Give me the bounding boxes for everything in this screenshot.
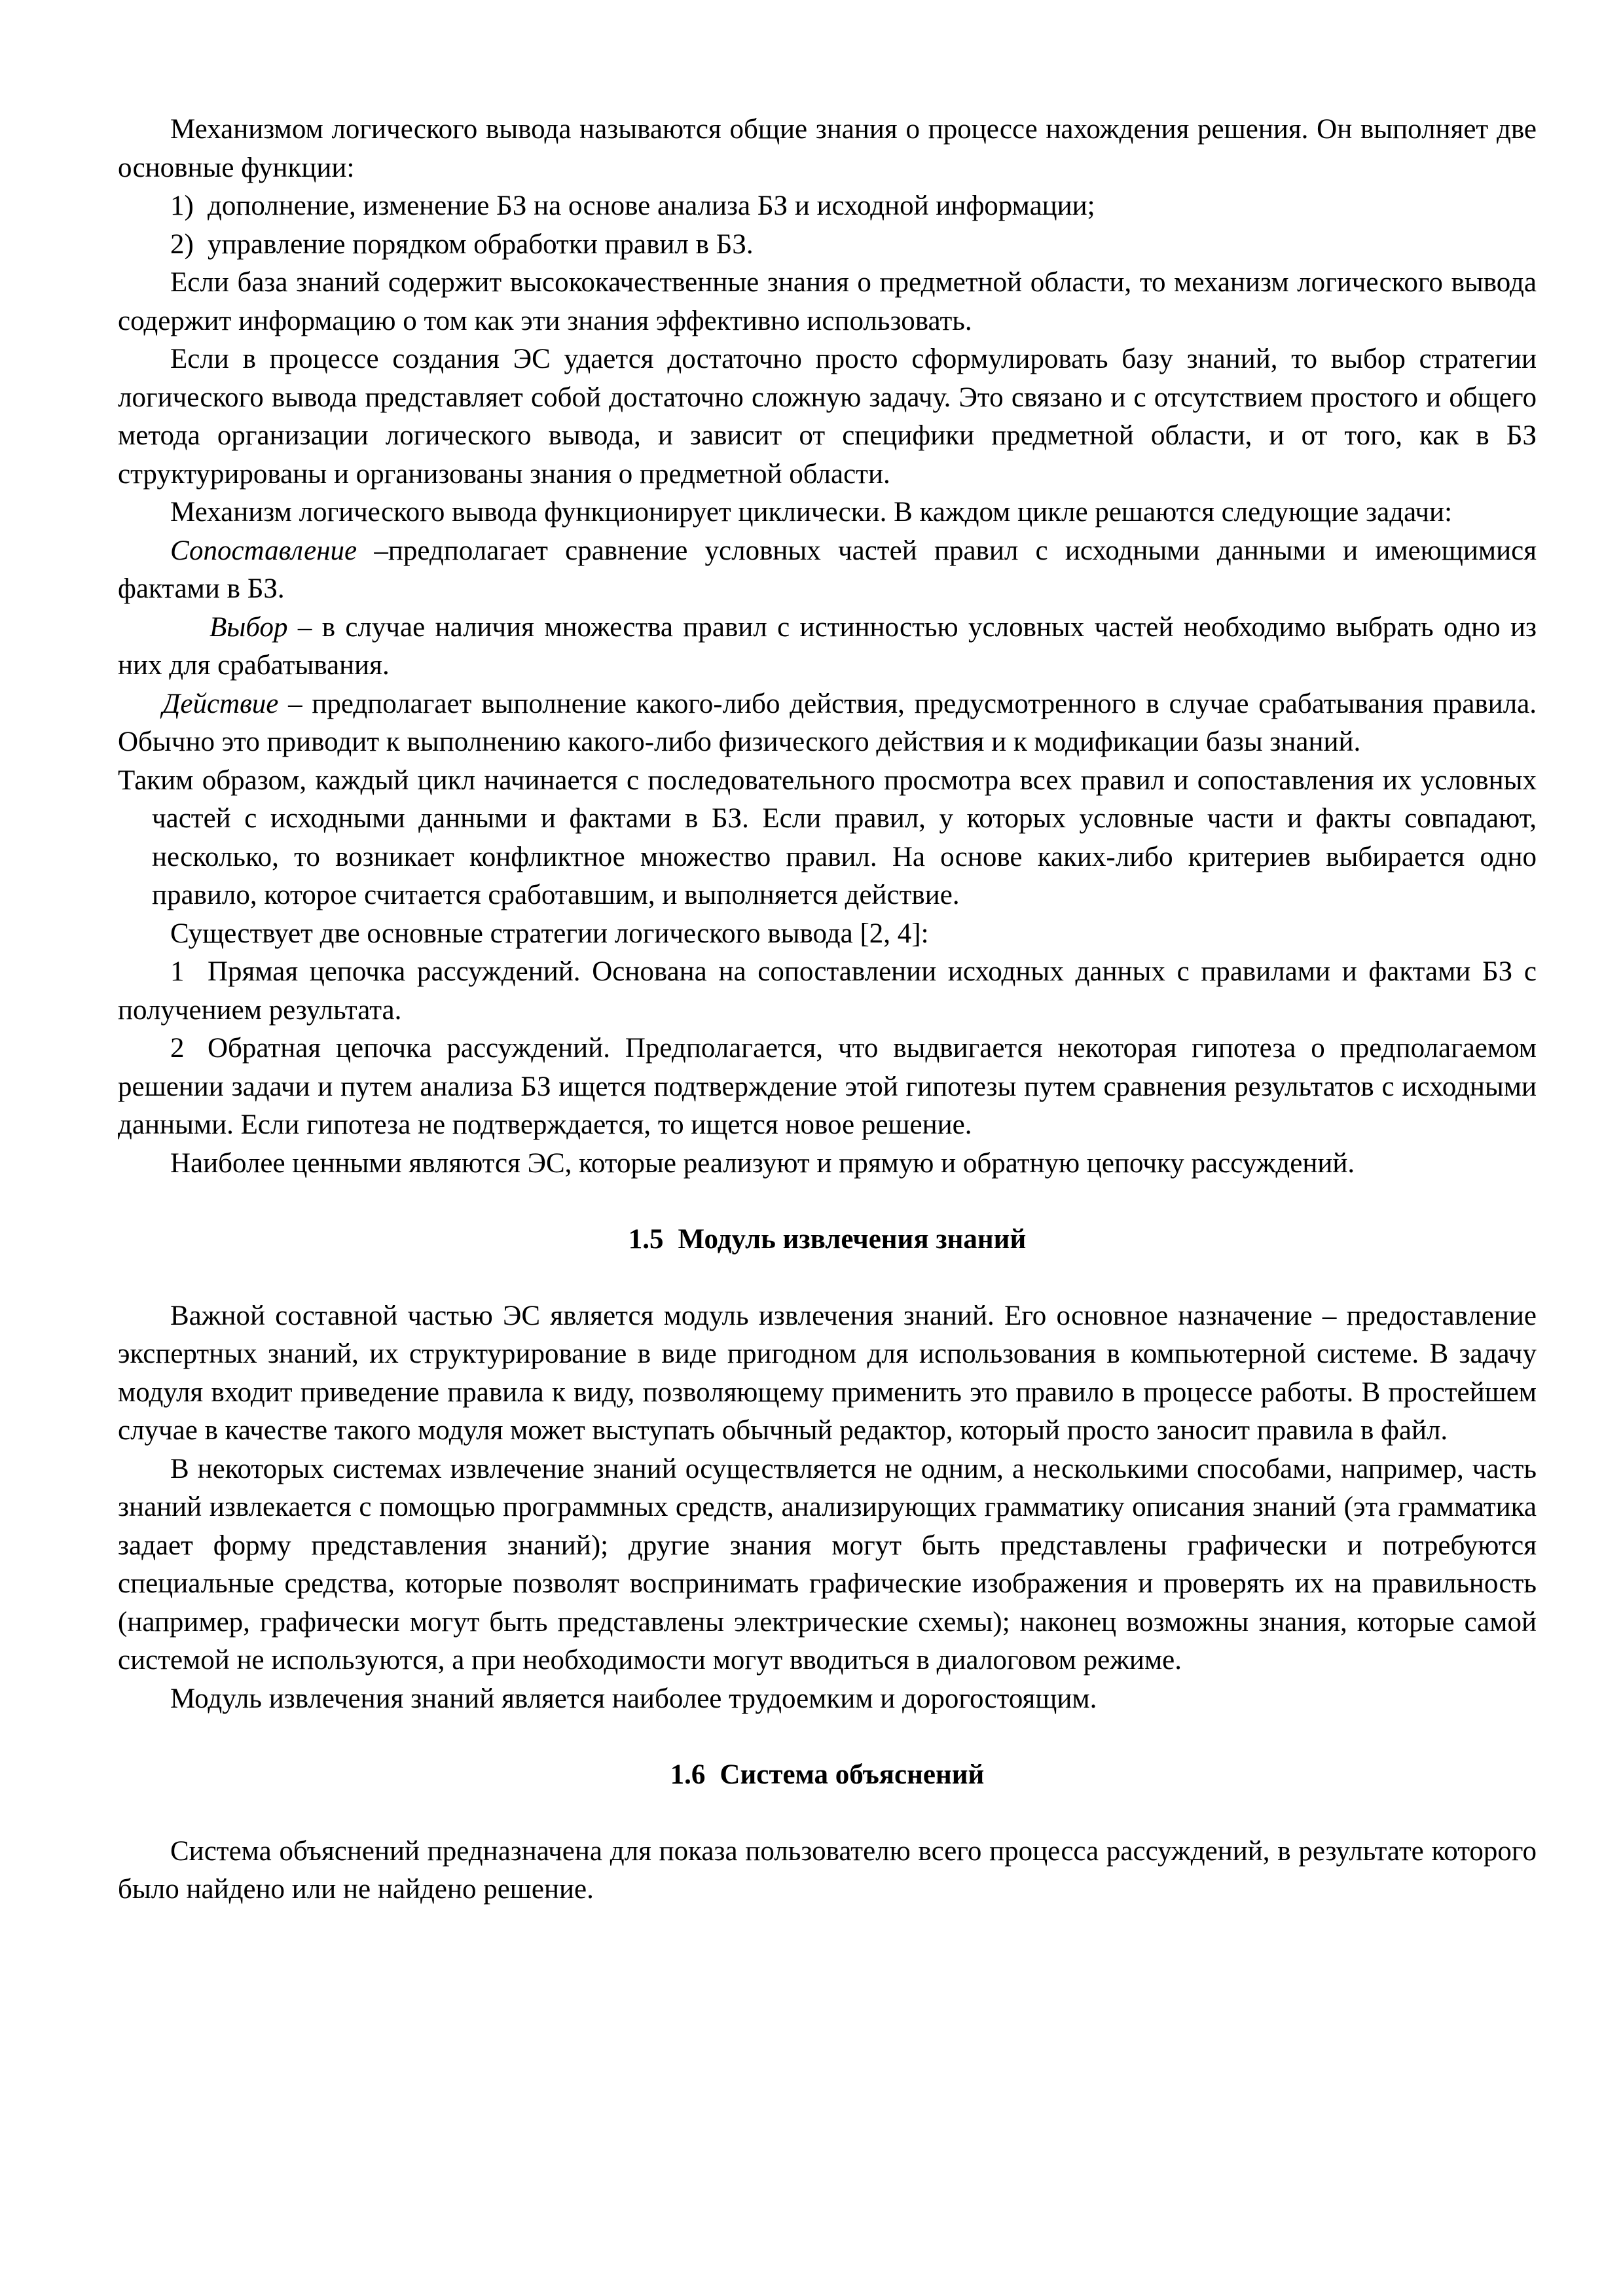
paragraph-choice [118, 609, 1537, 685]
section-title: Система объяснений [720, 1759, 985, 1790]
list-text: управление порядком обработки правил в БЗ. [208, 228, 754, 260]
section-heading-1-6 [118, 1756, 1537, 1795]
strategy-text: Прямая цепочка рассуждений. Основана на сопоставлении исходных данных с правилами и фактами БЗ с получением результата. [118, 956, 1537, 1026]
paragraph-extraction-cost: Модуль извлечения знаний является наиболее трудоемким и дорогостоящим. [170, 1683, 1097, 1714]
list-item [118, 187, 1537, 226]
term-choice: Выбор [210, 611, 288, 643]
paragraph-inference-intro: Механизмом логического вывода называются общие знания о процессе нахождения решения. Он выполняет две основные функции: [118, 114, 1537, 183]
strategy-item [118, 953, 1537, 1030]
section-number: 1.5 [628, 1224, 664, 1255]
term-matching: Сопоставление [170, 535, 357, 566]
section-number: 1.6 [670, 1759, 706, 1790]
paragraph-valuable-es: Наиболее ценными являются ЭС, которые реализуют и прямую и обратную цепочку рассуждений. [170, 1147, 1355, 1179]
strategy-number: 2 [170, 1033, 185, 1064]
paragraph-extraction-module: Важной составной частью ЭС является модуль извлечения знаний. Его основное назначение – предоставление экспертных знаний, их структурирование в виде пригодном для использования в компьютерной системе. В задачу модуля входит приведение правила к виду, позволяющему применить это правило в процессе работы. В простейшем случае в качестве такого модуля может выступать обычный редактор, который просто заносит правила в файл. [118, 1300, 1537, 1446]
paragraph-cycle-summary: Таким образом, каждый цикл начинается с последовательного просмотра всех правил и сопоставления их условных частей с исходными данными и фактами в БЗ. Если правил, у которых условные части и факты совпадают, несколько, то возникает конфликтное множество правил. На основе каких-либо критериев выбирается одно правило, которое считается сработавшим, и выполняется действие. [118, 764, 1537, 910]
text-column [118, 111, 1537, 1909]
strategy-text: Обратная цепочка рассуждений. Предполагается, что выдвигается некоторая гипотеза о предполагаемом решении задачи и путем анализа БЗ ищется подтверждение этой гипотезы путем сравнения результатов с исходными данными. Если гипотеза не подтверждается, то ищется новое решение. [118, 1033, 1537, 1140]
action-text: – предполагает выполнение какого-либо действия, предусмотренного в случае срабатывания правила. Обычно это приводит к выполнению какого-либо физического действия и к модификации базы знаний. [118, 688, 1537, 757]
paragraph-action [118, 685, 1537, 762]
list-text: дополнение, изменение БЗ на основе анализа БЗ и исходной информации; [208, 190, 1095, 221]
paragraph-extraction-methods: В некоторых системах извлечение знаний осуществляется не одним, а несколькими способами, например, часть знаний извлекается с помощью программных средств, анализирующих грамматику описания знаний (эта грамматика задает форму представления знаний); другие знания могут быть представлены графически и потребуются специальные средства, которые позволят воспринимать графические изображения и проверять их на правильность (например, графически могут быть представлены электрические схемы); наконец возможны знания, которые самой системой не используются, а при необходимости могут вводиться в диалоговом режиме. [118, 1453, 1537, 1676]
paragraph-knowledge-base: Если база знаний содержит высококачественные знания о предметной области, то механизм логического вывода содержит информацию о том как эти знания эффективно использовать. [118, 267, 1537, 336]
paragraph-explanation-system: Система объяснений предназначена для показа пользователю всего процесса рассуждений, в результате которого было найдено или не найдено решение. [118, 1835, 1537, 1905]
list-number: 2) [170, 228, 194, 260]
section-heading-1-5 [118, 1221, 1537, 1259]
term-action: Действие [162, 688, 279, 719]
paragraph-strategies-intro: Существует две основные стратегии логического вывода [2, 4]: [170, 918, 929, 949]
list-number: 1) [170, 190, 194, 221]
strategy-item [118, 1030, 1537, 1145]
paragraph-matching [118, 532, 1537, 609]
section-title: Модуль извлечения знаний [678, 1224, 1027, 1255]
choice-text: – в случае наличия множества правил с истинностью условных частей необходимо выбрать одно из них для срабатывания. [118, 611, 1537, 681]
paragraph-strategy-choice: Если в процессе создания ЭС удается достаточно просто сформулировать базу знаний, то выбор стратегии логического вывода представляет собой достаточно сложную задачу. Это связано и с отсутствием простого и общего метода организации логического вывода, и зависит от специфики предметной области, и от того, как в БЗ структурированы и организованы знания о предметной области. [118, 344, 1537, 490]
matching-text: –предполагает сравнение условных частей правил с исходными данными и имеющимися фактами в БЗ. [118, 535, 1537, 604]
paragraph-cyclic: Механизм логического вывода функционирует циклически. В каждом цикле решаются следующие задачи: [170, 497, 1453, 528]
list-item [118, 226, 1537, 264]
strategy-number: 1 [170, 956, 185, 987]
